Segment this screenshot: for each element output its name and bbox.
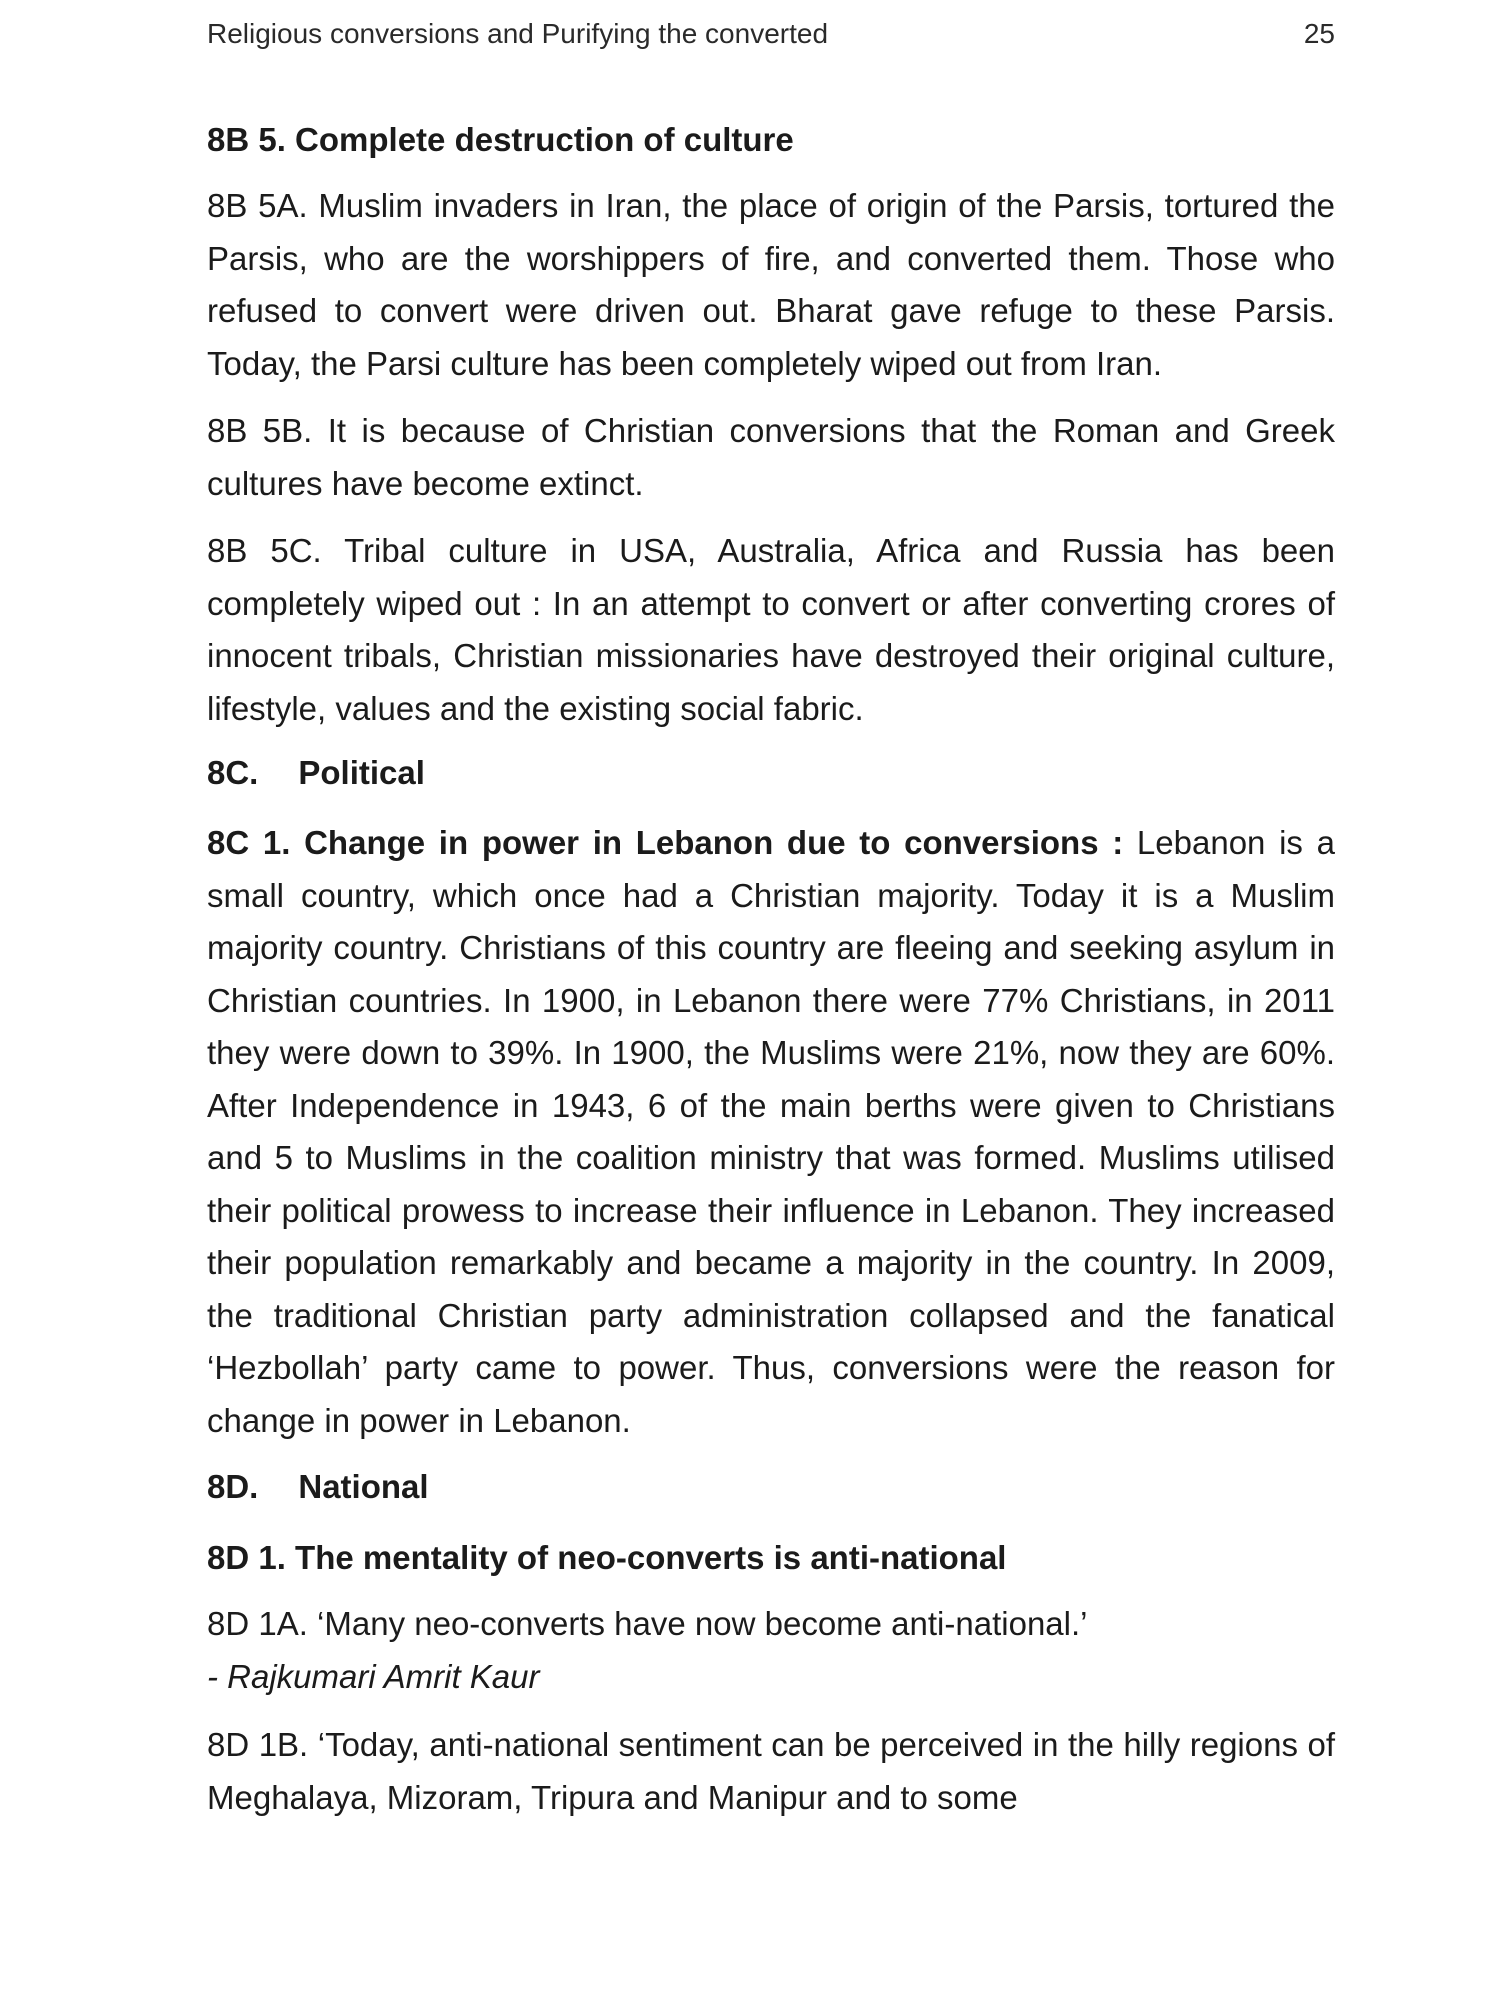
section-number: 8B 5. xyxy=(207,121,286,158)
quote-attribution: - Rajkumari Amrit Kaur xyxy=(207,1657,540,1695)
section-title: The mentality of neo-converts is anti-national xyxy=(295,1539,1007,1576)
section-number: 8D 1. xyxy=(207,1539,286,1576)
section-heading-8d xyxy=(207,1465,1335,1509)
quote-text: 8D 1A. ‘Many neo-converts have now become anti-national.’ xyxy=(207,1605,1088,1642)
paragraph-body: Lebanon is a small country, which once had a Christian majority. Today it is a Muslim majority country. Christians of this country are fleeing and seeking asylum in Christian countries. In 1900, in Lebanon there were 77% Christians, in 2011 they were down to 39%. In 1900, the Muslims were 21%, now they are 60%. After Independence in 1943, 6 of the main berths were given to Christians and 5 to Muslims in the coalition ministry that was formed. Muslims utilised their political prowess to increase their influence in Lebanon. They increased their population remarkably and became a majority in the country. In 2009, the traditional Christian party administration collapsed and the fanatical ‘Hezbollah’ party came to power. Thus, conversions were the reason for change in power in Lebanon. xyxy=(207,824,1335,1439)
section-number: 8C. xyxy=(207,754,259,791)
section-heading-8b5 xyxy=(207,118,1335,162)
book-page xyxy=(207,0,1335,1824)
quote-block-8d1a xyxy=(207,1598,1335,1703)
paragraph-lead-heading: 8C 1. Change in power in Lebanon due to conversions : xyxy=(207,824,1124,861)
page-number: 25 xyxy=(1303,18,1335,49)
section-heading-8d1 xyxy=(207,1536,1335,1580)
section-number: 8D. xyxy=(207,1468,259,1505)
paragraph-8d1b: 8D 1B. ‘Today, anti-national sentiment can be perceived in the hilly regions of Meghalaya, Mizoram, Tripura and Manipur and to some xyxy=(207,1726,1335,1816)
paragraph-8c1 xyxy=(207,817,1335,1447)
paragraph-8b5a: 8B 5A. Muslim invaders in Iran, the place of origin of the Parsis, tortured the Parsis, who are the worshippers of fire, and converted them. Those who refused to convert were driven out. Bharat gave refuge to these Parsis. Today, the Parsi culture has been completely wiped out from Iran. xyxy=(207,187,1335,382)
paragraph-8b5b: 8B 5B. It is because of Christian conversions that the Roman and Greek cultures have become extinct. xyxy=(207,412,1335,502)
section-title: Political xyxy=(298,754,425,791)
running-title: Religious conversions and Purifying the converted xyxy=(207,18,829,49)
section-title: National xyxy=(298,1468,429,1505)
section-heading-8c xyxy=(207,751,1335,795)
running-header xyxy=(207,0,1335,60)
paragraph-8b5c: 8B 5C. Tribal culture in USA, Australia, Africa and Russia has been completely wiped out : In an attempt to convert or after converting crores of innocent tribals, Christian missionaries have destroyed their original culture, lifestyle, values and the existing social fabric. xyxy=(207,532,1335,727)
section-title: Complete destruction of culture xyxy=(295,121,794,158)
